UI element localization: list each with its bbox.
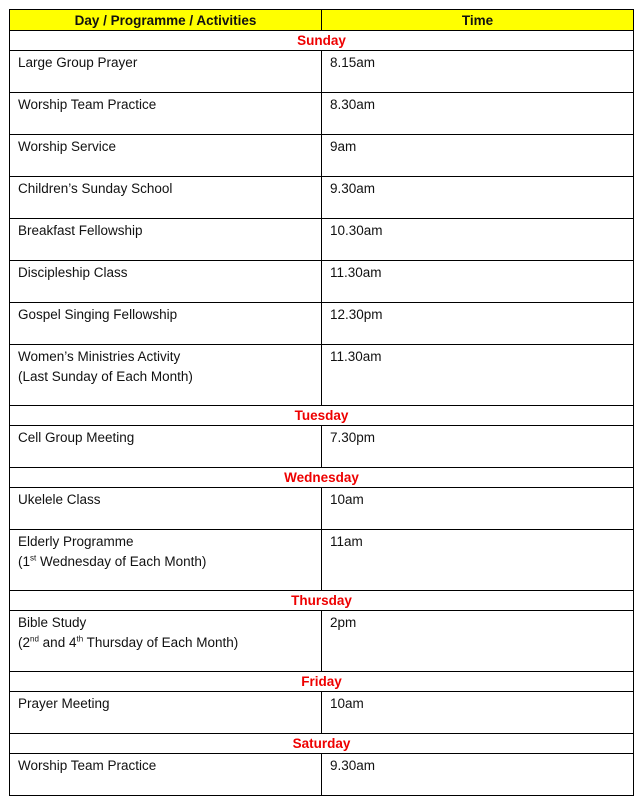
time-cell: 2pm [322,611,634,672]
day-label: Wednesday [10,468,634,488]
table-row [10,426,634,468]
activity-cell: Worship Team Practice [10,754,322,796]
table-row [10,135,634,177]
time-cell: 10am [322,488,634,530]
table-row [10,345,634,406]
activity-cell [10,345,322,406]
time-cell: 11am [322,530,634,591]
activity-cell: Breakfast Fellowship [10,219,322,261]
activity-note: (Last Sunday of Each Month) [18,369,193,384]
activity-cell: Worship Service [10,135,322,177]
time-cell: 10.30am [322,219,634,261]
header-activity: Day / Programme / Activities [10,10,322,31]
table-row [10,611,634,672]
time-cell: 10am [322,692,634,734]
activity-title: Bible Study [18,615,87,630]
time-cell: 11.30am [322,261,634,303]
table-row [10,692,634,734]
activity-cell: Gospel Singing Fellowship [10,303,322,345]
activity-cell: Prayer Meeting [10,692,322,734]
table-row [10,51,634,93]
activity-cell: Cell Group Meeting [10,426,322,468]
day-row-tuesday [10,406,634,426]
day-row-wednesday [10,468,634,488]
activity-cell: Large Group Prayer [10,51,322,93]
activity-cell: Ukelele Class [10,488,322,530]
activity-title: Women’s Ministries Activity [18,349,181,364]
day-label: Sunday [10,31,634,51]
activity-cell: Worship Team Practice [10,93,322,135]
time-cell: 8.15am [322,51,634,93]
time-cell: 9.30am [322,754,634,796]
header-row [10,10,634,31]
table-row [10,754,634,796]
time-cell: 9am [322,135,634,177]
table-row [10,488,634,530]
day-label: Friday [10,672,634,692]
table-row [10,261,634,303]
table-row [10,530,634,591]
day-row-saturday [10,734,634,754]
header-time: Time [322,10,634,31]
table-row [10,93,634,135]
day-row-friday [10,672,634,692]
time-cell: 11.30am [322,345,634,406]
day-row-sunday [10,31,634,51]
day-label: Saturday [10,734,634,754]
activity-cell [10,611,322,672]
activity-cell: Children’s Sunday School [10,177,322,219]
schedule-table [9,9,634,796]
day-label: Thursday [10,591,634,611]
day-label: Tuesday [10,406,634,426]
table-row [10,219,634,261]
activity-cell: Discipleship Class [10,261,322,303]
activity-title: Elderly Programme [18,534,134,549]
activity-cell [10,530,322,591]
time-cell: 9.30am [322,177,634,219]
time-cell: 8.30am [322,93,634,135]
activity-note: (1st Wednesday of Each Month) [18,553,207,569]
table-row [10,303,634,345]
time-cell: 7.30pm [322,426,634,468]
activity-note: (2nd and 4th Thursday of Each Month) [18,634,239,650]
day-row-thursday [10,591,634,611]
table-row [10,177,634,219]
time-cell: 12.30pm [322,303,634,345]
